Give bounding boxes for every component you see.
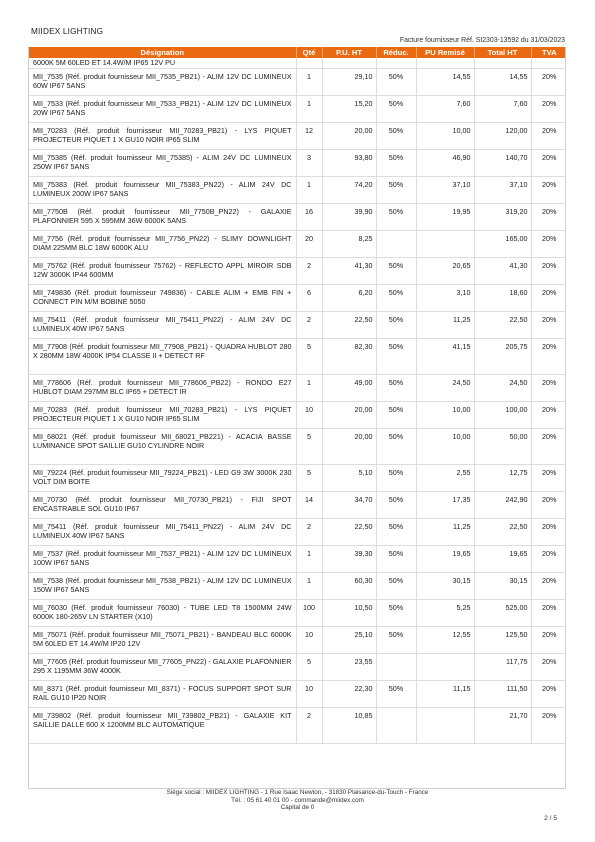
- table-row: [29, 492, 566, 519]
- line-total: 41,30: [474, 258, 531, 285]
- line-discounted-price: 5,25: [416, 600, 474, 627]
- line-designation: MII_79224 (Réf. produit fournisseur MII_79224_PB21) - LED G9 3W 3000K 230 VOLT DIM BOITE: [29, 465, 296, 492]
- line-total: 140,70: [474, 150, 531, 177]
- line-quantity: 1: [296, 96, 322, 123]
- line-discounted-price: 19,95: [416, 204, 474, 231]
- line-vat: [531, 58, 566, 69]
- column-header-total: Total HT: [474, 47, 531, 58]
- table-row: [29, 96, 566, 123]
- line-vat: 20%: [531, 681, 566, 708]
- line-unit-price: 82,30: [322, 339, 376, 375]
- invoice-reference: Facture fournisseur Réf. SI2303-13592 du 31/03/2023: [399, 37, 565, 44]
- line-discount: 50%: [376, 339, 416, 375]
- line-vat: 20%: [531, 312, 566, 339]
- table-row: [29, 375, 566, 402]
- line-designation: MII_70283 (Réf. produit fournisseur MII_70283_PB21) - LYS PIQUET PROJECTEUR PIQUET 1 X GU10 NOIR IP65 SLIM: [29, 123, 296, 150]
- line-discounted-price: 2,55: [416, 465, 474, 492]
- line-discounted-price: [416, 231, 474, 258]
- line-designation: MII_75383 (Réf. produit fournisseur MII_75383_PN22) - ALIM 24V DC LUMINEUX 200W IP67 5ANS: [29, 177, 296, 204]
- line-discount: 50%: [376, 312, 416, 339]
- line-discount: 50%: [376, 204, 416, 231]
- line-discount: [376, 708, 416, 744]
- line-designation: MII_7533 (Réf. produit fournisseur MII_7533_PB21) - ALIM 12V DC LUMINEUX 20W IP67 5ANS: [29, 96, 296, 123]
- line-discount: 50%: [376, 258, 416, 285]
- line-vat: 20%: [531, 150, 566, 177]
- line-discounted-price: [416, 654, 474, 681]
- line-unit-price: 34,70: [322, 492, 376, 519]
- line-designation: MII_68021 (Réf. produit fournisseur MII_68021_PB221) - ACACIA BASSE LUMINANCE SPOT SAILLIE GU10 CYLINDRE NOIR: [29, 429, 296, 465]
- line-total: 21,70: [474, 708, 531, 744]
- line-unit-price: 39,30: [322, 546, 376, 573]
- line-unit-price: 23,55: [322, 654, 376, 681]
- line-unit-price: 6,20: [322, 285, 376, 312]
- line-quantity: [296, 58, 322, 69]
- line-unit-price: 22,50: [322, 312, 376, 339]
- column-header-discount: Réduc.: [376, 47, 416, 58]
- line-discount: 50%: [376, 600, 416, 627]
- line-unit-price: 49,00: [322, 375, 376, 402]
- column-header-unit-price: P.U. HT: [322, 47, 376, 58]
- line-unit-price: 10,50: [322, 600, 376, 627]
- line-quantity: 12: [296, 123, 322, 150]
- table-row: [29, 177, 566, 204]
- line-quantity: 2: [296, 708, 322, 744]
- table-row: [29, 429, 566, 465]
- line-total: 24,50: [474, 375, 531, 402]
- line-quantity: 2: [296, 312, 322, 339]
- line-designation: MII_7756 (Réf. produit fournisseur MII_7756_PN22) - SLIMY DOWNLIGHT DIAM 225MM BLC 18W 6000K ALU: [29, 231, 296, 258]
- line-vat: 20%: [531, 123, 566, 150]
- line-designation: MII_778606 (Réf. produit fournisseur MII_778606_PB22) - RONDO E27 HUBLOT DIAM 297MM BLC IP65 + DETECT IR: [29, 375, 296, 402]
- line-designation: MII_77908 (Réf. produit fournisseur MII_77908_PB21) - QUADRA HUBLOT 280 X 280MM 18W 4000K IP54 CLASSE II + DETECT RF: [29, 339, 296, 375]
- column-header-designation: Désignation: [29, 47, 296, 58]
- table-row: [29, 231, 566, 258]
- company-name: MIIDEX LIGHTING: [31, 27, 104, 36]
- line-unit-price: 93,80: [322, 150, 376, 177]
- line-discount: [376, 654, 416, 681]
- line-vat: 20%: [531, 69, 566, 96]
- line-designation: 6000K 5M 60LED ET 14.4W/M IP65 12V PU: [29, 58, 296, 69]
- line-unit-price: 22,30: [322, 681, 376, 708]
- line-discounted-price: 24,50: [416, 375, 474, 402]
- line-discount: 50%: [376, 573, 416, 600]
- line-unit-price: 10,85: [322, 708, 376, 744]
- line-total: 120,00: [474, 123, 531, 150]
- line-discount: 50%: [376, 429, 416, 465]
- table-row: [29, 258, 566, 285]
- line-unit-price: 39,90: [322, 204, 376, 231]
- table-row: [29, 519, 566, 546]
- line-discounted-price: 37,10: [416, 177, 474, 204]
- line-quantity: 6: [296, 285, 322, 312]
- line-discounted-price: 10,00: [416, 429, 474, 465]
- line-discount: [376, 231, 416, 258]
- table-header-row: [29, 47, 566, 58]
- line-discounted-price: 12,55: [416, 627, 474, 654]
- line-vat: 20%: [531, 285, 566, 312]
- line-designation: MII_8371 (Réf. produit fournisseur MII_8371) - FOCUS SUPPORT SPOT SUR RAIL GU10 IP20 NOIR: [29, 681, 296, 708]
- line-quantity: 1: [296, 546, 322, 573]
- line-total: 205,75: [474, 339, 531, 375]
- line-total: 100,00: [474, 402, 531, 429]
- table-row: [29, 402, 566, 429]
- line-discount: 50%: [376, 546, 416, 573]
- line-quantity: 5: [296, 465, 322, 492]
- line-vat: 20%: [531, 465, 566, 492]
- table-row: [29, 573, 566, 600]
- line-quantity: 3: [296, 150, 322, 177]
- line-discounted-price: 20,65: [416, 258, 474, 285]
- line-total: 37,10: [474, 177, 531, 204]
- table-row: [29, 708, 566, 744]
- line-total: 111,50: [474, 681, 531, 708]
- line-unit-price: 20,00: [322, 429, 376, 465]
- table-row: [29, 123, 566, 150]
- line-quantity: 20: [296, 231, 322, 258]
- line-total: 12,75: [474, 465, 531, 492]
- line-discount: 50%: [376, 375, 416, 402]
- table-row: [29, 681, 566, 708]
- line-discounted-price: [416, 708, 474, 744]
- line-quantity: 5: [296, 339, 322, 375]
- table-row: [29, 285, 566, 312]
- line-quantity: 2: [296, 258, 322, 285]
- line-total: 319,20: [474, 204, 531, 231]
- line-unit-price: 20,00: [322, 123, 376, 150]
- line-designation: MII_70283 (Réf. produit fournisseur MII_70283_PB21) - LYS PIQUET PROJECTEUR PIQUET 1 X GU10 NOIR IP65 SLIM: [29, 402, 296, 429]
- table-row: [29, 465, 566, 492]
- line-vat: 20%: [531, 573, 566, 600]
- line-discount: 50%: [376, 402, 416, 429]
- line-designation: MII_7538 (Réf. produit fournisseur MII_7538_PB21) - ALIM 12V DC LUMINEUX 150W IP67 5ANS: [29, 573, 296, 600]
- line-quantity: 1: [296, 573, 322, 600]
- line-quantity: 10: [296, 681, 322, 708]
- line-quantity: 14: [296, 492, 322, 519]
- table-row: [29, 204, 566, 231]
- line-unit-price: 29,10: [322, 69, 376, 96]
- page-footer: [0, 789, 595, 812]
- line-quantity: 100: [296, 600, 322, 627]
- line-designation: MII_75411 (Réf. produit fournisseur MII_75411_PN22) - ALIM 24V DC LUMINEUX 40W IP67 5ANS: [29, 312, 296, 339]
- line-vat: 20%: [531, 654, 566, 681]
- line-discount: 50%: [376, 492, 416, 519]
- line-total: 14,55: [474, 69, 531, 96]
- line-designation: MII_7535 (Réf. produit fournisseur MII_7535_PB21) - ALIM 12V DC LUMINEUX 60W IP67 5ANS: [29, 69, 296, 96]
- line-unit-price: 5,10: [322, 465, 376, 492]
- line-quantity: 5: [296, 654, 322, 681]
- table-row: [29, 58, 566, 69]
- line-discounted-price: 7,60: [416, 96, 474, 123]
- line-vat: 20%: [531, 600, 566, 627]
- line-discount: 50%: [376, 285, 416, 312]
- line-total: 117,75: [474, 654, 531, 681]
- line-unit-price: 74,20: [322, 177, 376, 204]
- line-discounted-price: 11,25: [416, 312, 474, 339]
- line-vat: 20%: [531, 627, 566, 654]
- table-row: [29, 546, 566, 573]
- column-header-vat: TVA: [531, 47, 566, 58]
- line-discount: 50%: [376, 465, 416, 492]
- line-discount: 50%: [376, 96, 416, 123]
- table-row: [29, 654, 566, 681]
- line-discounted-price: 41,15: [416, 339, 474, 375]
- line-unit-price: 8,25: [322, 231, 376, 258]
- table-body: [29, 58, 566, 744]
- line-quantity: 1: [296, 177, 322, 204]
- line-discounted-price: 10,00: [416, 123, 474, 150]
- line-quantity: 1: [296, 69, 322, 96]
- line-quantity: 10: [296, 402, 322, 429]
- line-unit-price: 15,20: [322, 96, 376, 123]
- line-vat: 20%: [531, 402, 566, 429]
- line-total: 22,50: [474, 312, 531, 339]
- table-row: [29, 600, 566, 627]
- line-vat: 20%: [531, 177, 566, 204]
- footer-contact: Tél. : 05 61 40 01 00 - commande@miidex.com: [231, 796, 364, 804]
- line-unit-price: 41,30: [322, 258, 376, 285]
- line-designation: MII_739802 (Réf. produit fournisseur MII_739802_PB21) - GALAXIE KIT SAILLIE DALLE 600 X 1200MM BLC AUTOMATIQUE: [29, 708, 296, 744]
- line-discounted-price: 3,10: [416, 285, 474, 312]
- line-total: 19,65: [474, 546, 531, 573]
- table-row: [29, 627, 566, 654]
- line-total: 22,50: [474, 519, 531, 546]
- line-designation: MII_70730 (Réf. produit fournisseur MII_70730_PB21) - FIJI SPOT ENCASTRABLE SOL GU10 IP67: [29, 492, 296, 519]
- line-total: 125,50: [474, 627, 531, 654]
- line-discounted-price: 19,65: [416, 546, 474, 573]
- line-quantity: 2: [296, 519, 322, 546]
- line-vat: 20%: [531, 546, 566, 573]
- line-vat: 20%: [531, 519, 566, 546]
- footer-address: Siège social : MIIDEX LIGHTING - 1 Rue Isaac Newton, - 31830 Plaisance-du-Touch - France: [166, 789, 429, 796]
- line-discount: [376, 58, 416, 69]
- line-quantity: 5: [296, 429, 322, 465]
- line-vat: 20%: [531, 429, 566, 465]
- line-discounted-price: 11,25: [416, 519, 474, 546]
- line-discount: 50%: [376, 627, 416, 654]
- line-vat: 20%: [531, 492, 566, 519]
- line-vat: 20%: [531, 708, 566, 744]
- line-quantity: 1: [296, 375, 322, 402]
- table-row: [29, 69, 566, 96]
- column-header-discounted-price: PU Remisé: [416, 47, 474, 58]
- line-total: 525,00: [474, 600, 531, 627]
- line-designation: MII_7537 (Réf. produit fournisseur MII_7537_PB21) - ALIM 12V DC LUMINEUX 100W IP67 5ANS: [29, 546, 296, 573]
- line-discounted-price: [416, 58, 474, 69]
- line-designation: MII_76030 (Réf. produit fournisseur 76030) - TUBE LED T8 1500MM 24W 6000K 180-265V LN STARTER (X10): [29, 600, 296, 627]
- line-vat: 20%: [531, 375, 566, 402]
- line-discounted-price: 46,90: [416, 150, 474, 177]
- table-row: [29, 150, 566, 177]
- line-vat: 20%: [531, 96, 566, 123]
- line-discounted-price: 14,55: [416, 69, 474, 96]
- line-total: 242,90: [474, 492, 531, 519]
- footer-capital: Capital de 0: [280, 804, 315, 812]
- line-discount: 50%: [376, 519, 416, 546]
- column-header-quantity: Qté: [296, 47, 322, 58]
- line-designation: MII_7750B (Réf. produit fournisseur MII_7750B_PN22) - GALAXIE PLAFONNIER 595 X 595MM 36W 6000K 5ANS: [29, 204, 296, 231]
- line-vat: 20%: [531, 339, 566, 375]
- line-discount: 50%: [376, 177, 416, 204]
- line-unit-price: 20,00: [322, 402, 376, 429]
- line-designation: MII_77605 (Réf. produit fournisseur MII_77605_PN22) - GALAXIE PLAFONNIER 295 X 1195MM 36W 4000K: [29, 654, 296, 681]
- table-row: [29, 312, 566, 339]
- line-vat: 20%: [531, 231, 566, 258]
- line-total: 30,15: [474, 573, 531, 600]
- line-unit-price: 25,10: [322, 627, 376, 654]
- line-unit-price: [322, 58, 376, 69]
- table-row: [29, 339, 566, 375]
- line-total: [474, 58, 531, 69]
- line-designation: MII_75411 (Réf. produit fournisseur MII_75411_PN22) - ALIM 24V DC LUMINEUX 40W IP67 5ANS: [29, 519, 296, 546]
- line-discounted-price: 11,15: [416, 681, 474, 708]
- line-total: 7,60: [474, 96, 531, 123]
- line-designation: MII_749836 (Réf. produit fournisseur 749836) - CABLE ALIM + EMB FIN + CONNECT PIN M/M BOBINE 5050: [29, 285, 296, 312]
- line-total: 18,60: [474, 285, 531, 312]
- line-discounted-price: 10,00: [416, 402, 474, 429]
- line-discount: 50%: [376, 123, 416, 150]
- line-discount: 50%: [376, 69, 416, 96]
- line-total: 50,00: [474, 429, 531, 465]
- invoice-lines-table: [28, 47, 566, 789]
- page-number: 2 / 5: [544, 815, 557, 822]
- line-designation: MII_75071 (Réf. produit fournisseur MII_75071_PB21) - BANDEAU BLC 6000K 5M 60LED ET 14.4W/M IP20 12V: [29, 627, 296, 654]
- line-discount: 50%: [376, 681, 416, 708]
- line-designation: MII_75385 (Réf. produit fournisseur MII_75385) - ALIM 24V DC LUMINEUX 250W IP67 5ANS: [29, 150, 296, 177]
- line-quantity: 10: [296, 627, 322, 654]
- line-vat: 20%: [531, 258, 566, 285]
- line-designation: MII_75762 (Réf. produit fournisseur 75762) - REFLECTO APPL MIROIR SDB 12W 3000K IP44 600MM: [29, 258, 296, 285]
- line-discounted-price: 17,35: [416, 492, 474, 519]
- line-unit-price: 22,50: [322, 519, 376, 546]
- line-total: 165,00: [474, 231, 531, 258]
- line-quantity: 16: [296, 204, 322, 231]
- line-discount: 50%: [376, 150, 416, 177]
- line-vat: 20%: [531, 204, 566, 231]
- line-discounted-price: 30,15: [416, 573, 474, 600]
- line-unit-price: 60,30: [322, 573, 376, 600]
